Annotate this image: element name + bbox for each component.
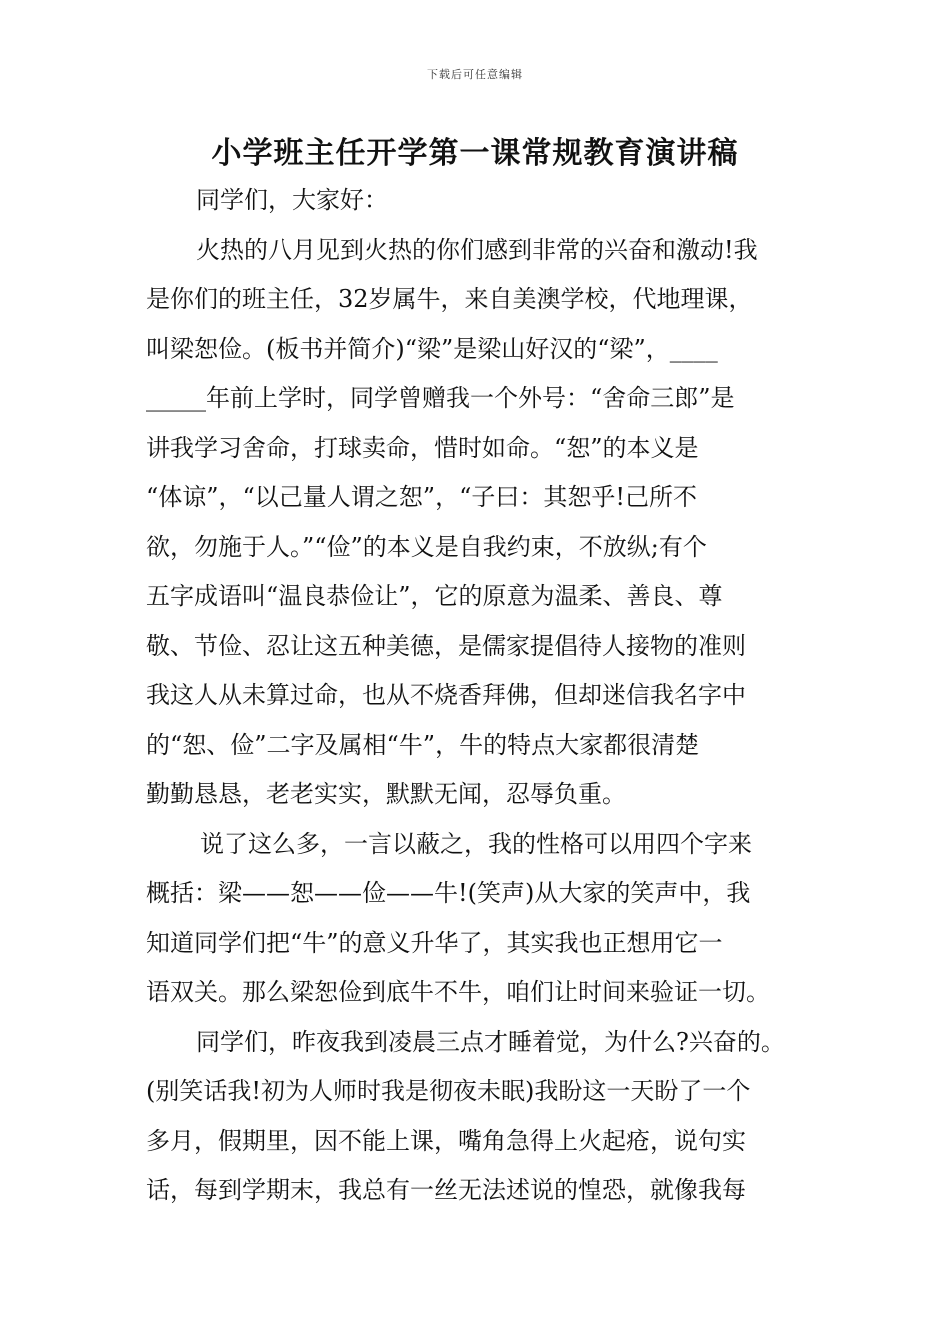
text-line: 欲，勿施于人。”“俭”的本义是自我约束，不放纵;有个	[146, 532, 707, 561]
text-line: 我这人从未算过命，也从不烧香拜佛，但却迷信我名字中	[146, 681, 746, 709]
header-note: 下载后可任意编辑	[427, 68, 523, 81]
text-line: “体谅”，“以己量人谓之恕”，“子曰：其恕乎!己所不	[146, 483, 697, 511]
text-line: (别笑话我!初为人师时我是彻夜未眠)我盼这一天盼了一个	[146, 1077, 751, 1105]
text-line: 五字成语叫“温良恭俭让”，它的原意为温柔、善良、尊	[146, 582, 723, 610]
text-line: 话，每到学期末，我总有一丝无法述说的惶恐，就像我每	[146, 1176, 746, 1204]
page-title: 小学班主任开学第一课常规教育演讲稿	[211, 136, 739, 171]
body-text	[146, 176, 821, 1216]
text-line: _____年前上学时，同学曾赠我一个外号：“舍命三郎”是	[146, 384, 735, 412]
text-line: 讲我学习舍命，打球卖命，惜时如命。“恕”的本义是	[146, 433, 699, 462]
text-line: 同学们，大家好：	[196, 186, 388, 214]
text-line: 敬、节俭、忍让这五种美德，是儒家提倡待人接物的准则	[146, 631, 746, 660]
text-line: 知道同学们把“牛”的意义升华了，其实我也正想用它一	[146, 928, 723, 957]
text-line: 叫梁恕俭。(板书并简介)“梁”是梁山好汉的“梁”，____	[146, 334, 718, 363]
text-line: 的“恕、俭”二字及属相“牛”，牛的特点大家都很清楚	[146, 730, 700, 759]
text-line: 语双关。那么梁恕俭到底牛不牛，咱们让时间来验证一切。	[146, 978, 770, 1006]
text-line: 勤勤恳恳，老老实实，默默无闻，忍辱负重。	[146, 780, 626, 808]
text-line: 火热的八月见到火热的你们感到非常的兴奋和激动!我	[196, 235, 758, 264]
text-line: 同学们，昨夜我到凌晨三点才睡着觉，为什么?兴奋的。	[196, 1027, 785, 1056]
text-line: 概括：梁——恕——俭——牛!(笑声)从大家的笑声中，我	[146, 879, 751, 907]
text-line: 说了这么多，一言以蔽之，我的性格可以用四个字来	[200, 829, 752, 858]
text-line: 是你们的班主任，32岁属牛，来自美澳学校，代地理课，	[146, 285, 753, 313]
text-line: 多月，假期里，因不能上课，嘴角急得上火起疮，说句实	[146, 1126, 746, 1155]
